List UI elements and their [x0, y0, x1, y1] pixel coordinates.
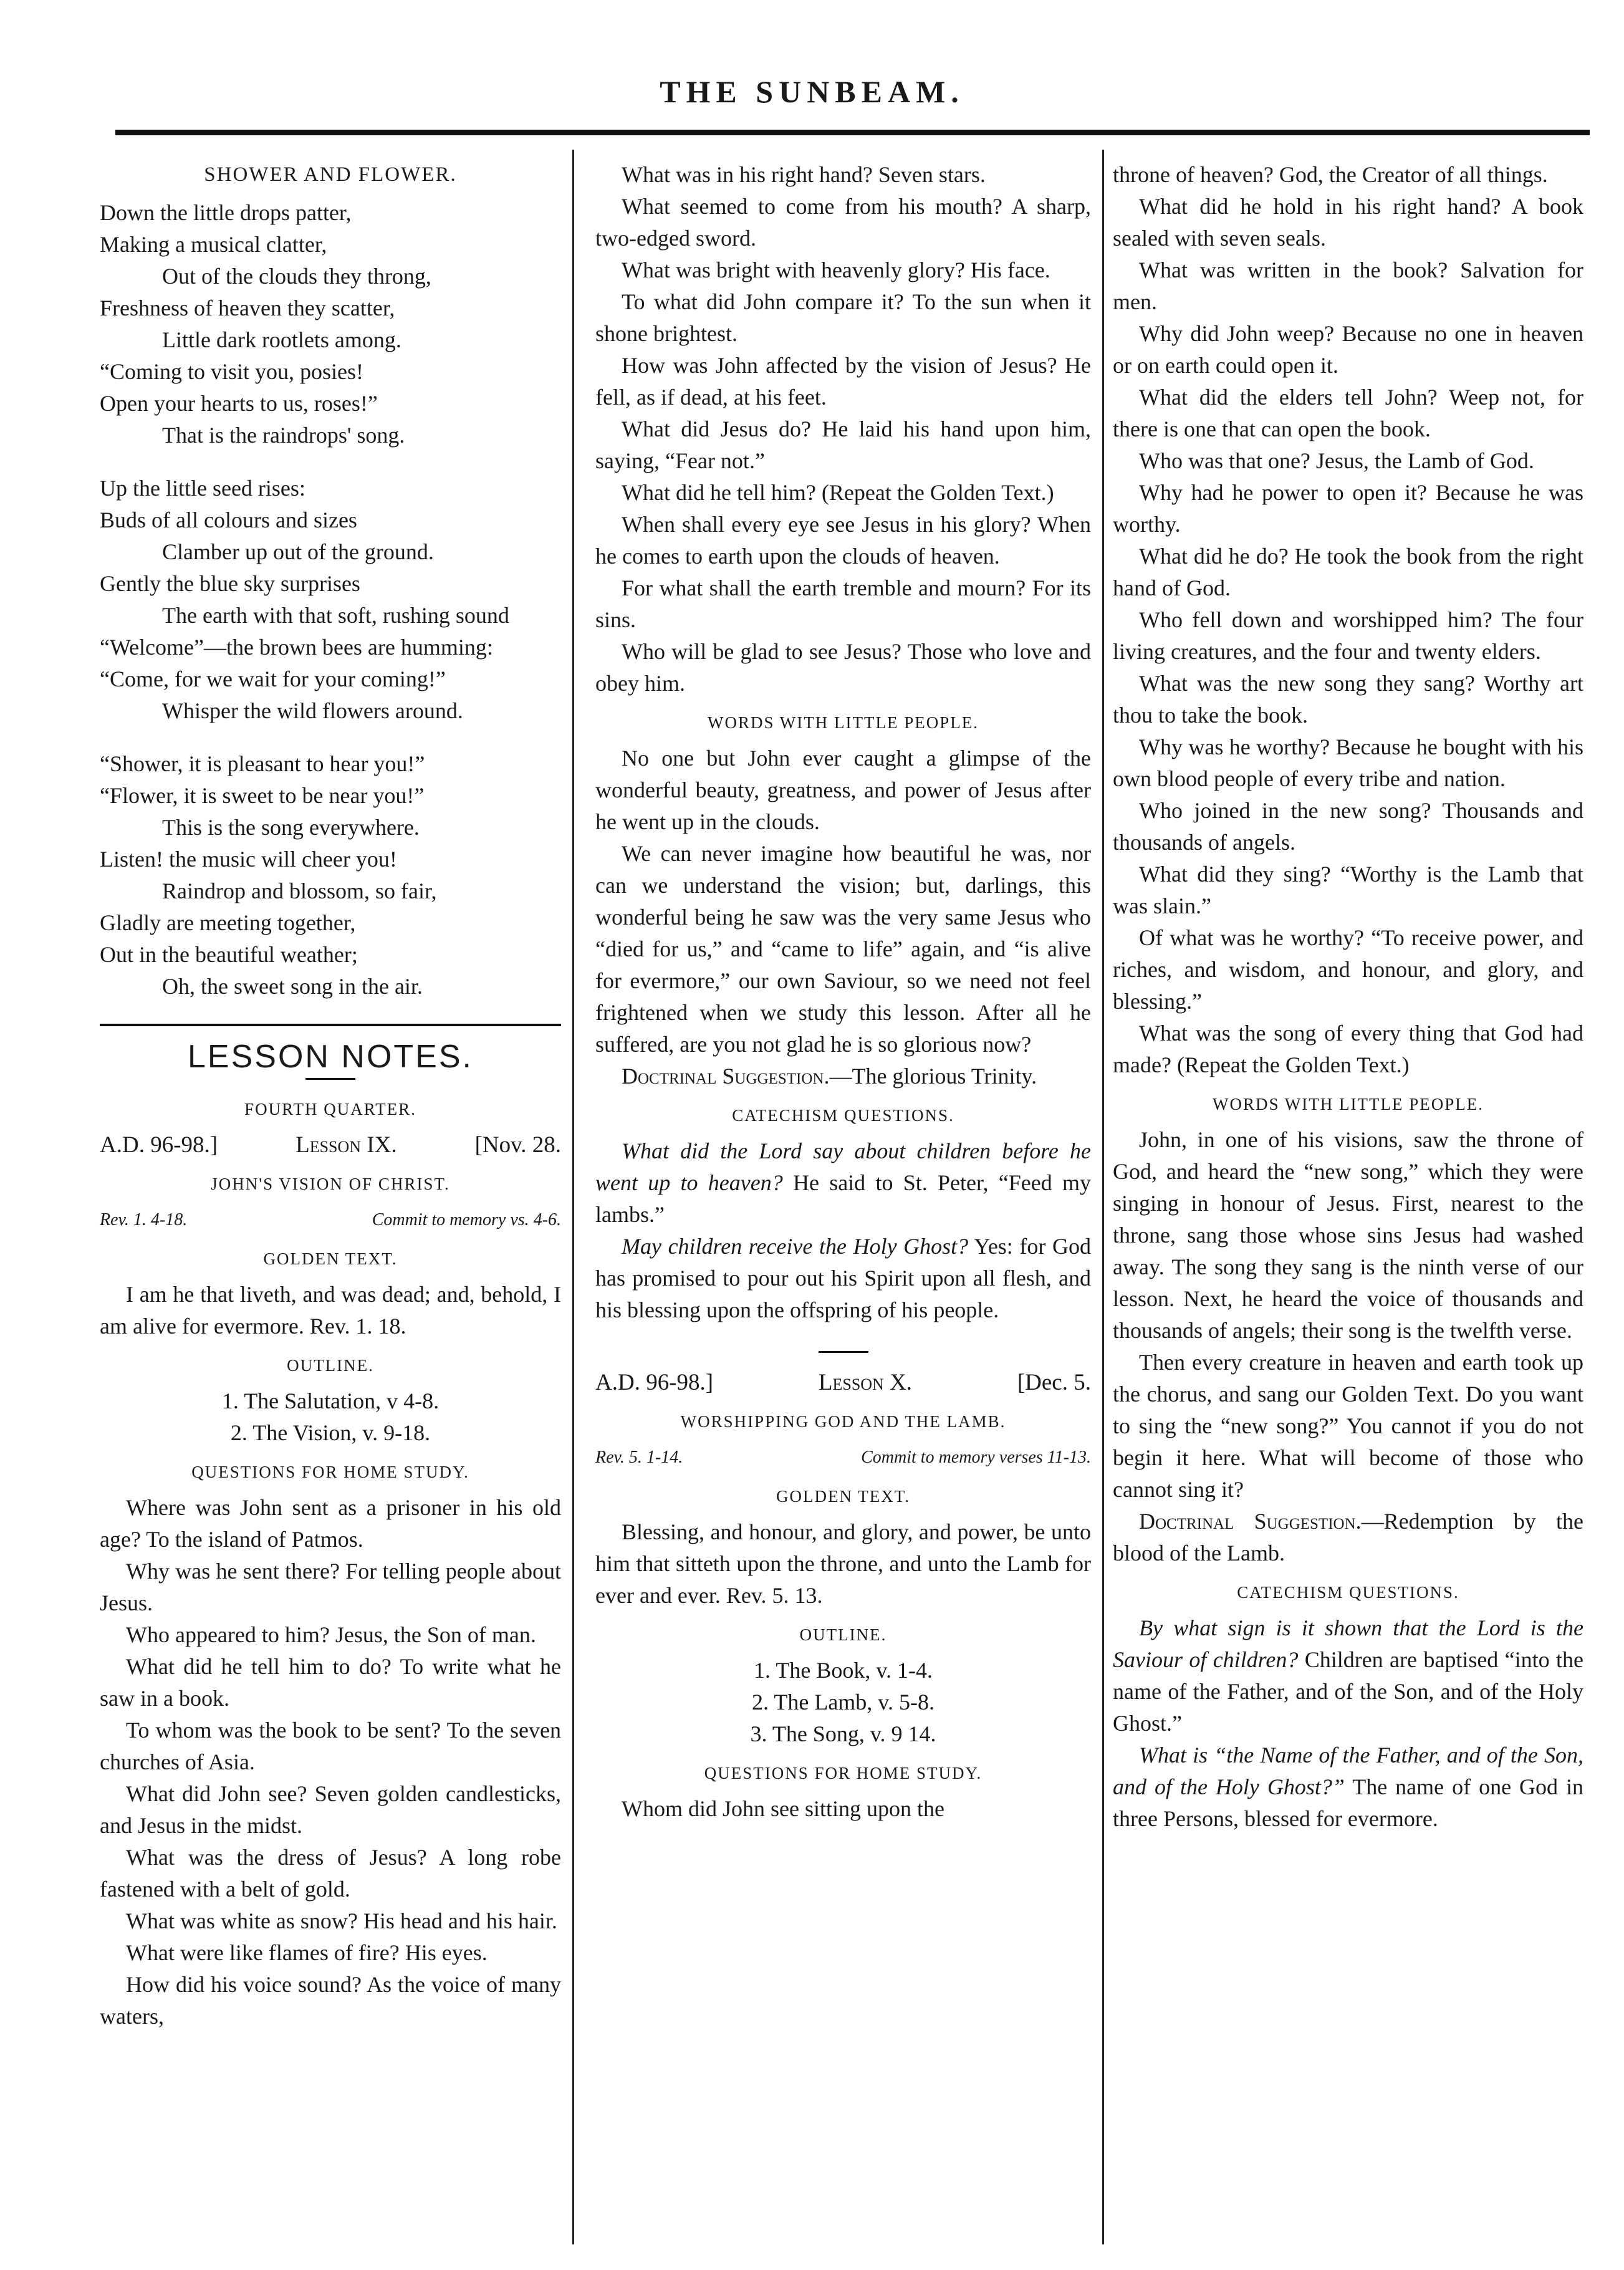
top-rule: [115, 130, 1590, 135]
poem-line: Down the little drops patter,: [100, 200, 352, 225]
catechism-question: By what sign is it shown that the Lord is the Saviour of children?: [1113, 1615, 1583, 1672]
catechism-item: [595, 1135, 1091, 1231]
lesson-10-line: [595, 1367, 1091, 1398]
catechism-question: What did the Lord say about children before he went up to heaven?: [595, 1138, 1091, 1195]
poem-line: Out of the clouds they throng,: [162, 264, 431, 289]
words-paragraph: Then every creature in heaven and earth took up the chorus, and sang our Golden Text. Do you want to sing the “new song?” You cannot if you do not begin it here. What will become of those who cannot sing it?: [1113, 1350, 1583, 1502]
question-item: To whom was the book to be sent? To the seven churches of Asia.: [100, 1718, 561, 1774]
scripture-ref: Rev. 5. 1-14.: [595, 1448, 683, 1467]
poem-title: SHOWER AND FLOWER.: [204, 163, 457, 186]
doctrinal-suggestion: [595, 1060, 1091, 1092]
outline-label: OUTLINE.: [287, 1356, 374, 1375]
question-item: How was John affected by the vision of Jesus? He fell, as if dead, at his feet.: [595, 353, 1091, 410]
question-item: What was written in the book? Salvation for men.: [1113, 257, 1583, 314]
question-item: What did John see? Seven golden candlesticks, and Jesus in the midst.: [100, 1781, 561, 1838]
poem-stanza: [100, 197, 561, 451]
poem-line: “Shower, it is pleasant to hear you!”: [100, 751, 425, 776]
doctrinal-text: —Redemption by the blood of the Lamb.: [1113, 1509, 1583, 1565]
poem-line: The earth with that soft, rushing sound: [162, 603, 509, 628]
question-item: Why was he worthy? Because he bought with his own blood people of every tribe and nation.: [1113, 734, 1583, 791]
question-item: What seemed to come from his mouth? A sharp, two-edged sword.: [595, 194, 1091, 251]
question-item: Why had he power to open it? Because he was worthy.: [1113, 480, 1583, 537]
question-item: Why did John weep? Because no one in heaven or on earth could open it.: [1113, 321, 1583, 378]
short-rule: [305, 1078, 355, 1080]
outline-item: 1. The Book, v. 1-4.: [754, 1658, 933, 1683]
question-item: How did his voice sound? As the voice of many waters,: [100, 1972, 561, 2029]
doctrinal-suggestion: [1113, 1506, 1583, 1569]
question-item: Who appeared to him? Jesus, the Son of man.: [126, 1622, 536, 1647]
scripture-ref-line: [595, 1441, 1091, 1473]
words-paragraph: John, in one of his visions, saw the throne of God, and heard the “new song,” which they were singing in honour of Jesus. First, nearest to the throne, sang those whose sins Jesus had washed away. The song they sang is the ninth verse of our lesson. Next, he heard the voice of thousands and thousands of angels; their song is the twelfth verse.: [1113, 1127, 1583, 1343]
column-divider: [572, 150, 574, 2244]
catechism-answer: Children are baptised “into the name of the Father, and of the Son, and of the Holy Ghost.”: [1113, 1647, 1583, 1736]
question-item: Who will be glad to see Jesus? Those who love and obey him.: [595, 639, 1091, 696]
catechism-question: What is “the Name of the Father, and of the Son, and of the Holy Ghost?”: [1113, 1743, 1583, 1799]
column-divider: [1102, 150, 1104, 2244]
poem-line: “Coming to visit you, posies!: [100, 359, 363, 384]
lesson-number: Lesson IX.: [295, 1132, 397, 1158]
poem-line: Clamber up out of the ground.: [162, 539, 434, 564]
question-item: What was the song of every thing that God had made? (Repeat the Golden Text.): [1113, 1021, 1583, 1077]
catechism-answer: The name of one God in three Persons, blessed for evermore.: [1113, 1774, 1584, 1831]
lesson-number: Lesson X.: [818, 1370, 913, 1395]
poem-line: Listen! the music will cheer you!: [100, 847, 397, 872]
lesson-notes-heading: LESSON NOTES.: [188, 1039, 473, 1075]
question-item: What were like flames of fire? His eyes.: [126, 1940, 488, 1965]
doctrinal-label: Doctrinal Suggestion.: [1139, 1509, 1362, 1534]
lesson-title: WORSHIPPING GOD AND THE LAMB.: [680, 1412, 1006, 1431]
outline-label: OUTLINE.: [799, 1625, 887, 1644]
poem-line: Gently the blue sky surprises: [100, 571, 360, 596]
golden-text-label: GOLDEN TEXT.: [263, 1249, 398, 1268]
column-3: [1113, 159, 1583, 1835]
poem-line: Whisper the wild flowers around.: [162, 698, 463, 723]
commit-note: Commit to memory vs. 4-6.: [372, 1210, 561, 1229]
poem-body: [100, 197, 561, 1003]
short-rule: [819, 1351, 868, 1353]
catechism-answer: He said to St. Peter, “Feed my lambs.”: [595, 1170, 1091, 1227]
poem-line: Freshness of heaven they scatter,: [100, 296, 395, 320]
question-item: Of what was he worthy? “To receive power, and riches, and wisdom, and honour, and glory, and blessing.”: [1113, 925, 1583, 1014]
poem-line: Little dark rootlets among.: [162, 327, 401, 352]
poem-line: Gladly are meeting together,: [100, 910, 356, 935]
poem-stanza: [100, 748, 561, 1003]
question-item: Who fell down and worshipped him? The four living creatures, and the four and twenty elders.: [1113, 607, 1583, 664]
question-item: To what did John compare it? To the sun when it shone brightest.: [595, 289, 1091, 346]
scripture-ref-line: [100, 1204, 561, 1236]
words-paragraph: We can never imagine how beautiful he was, nor can we understand the vision; but, darlings, this wonderful being he saw was the very same Jesus who “died for us,” and “came to life” again, and “is alive for evermore,” our own Saviour, so we need not feel frightened when we study this lesson. After all he suffered, are you not glad he is so glorious now?: [595, 841, 1091, 1057]
poem-line: Making a musical clatter,: [100, 232, 327, 257]
poem-line: “Come, for we wait for your coming!”: [100, 666, 446, 691]
question-item: Whom did John see sitting upon the: [622, 1796, 944, 1821]
question-item: Who joined in the new song? Thousands and thousands of angels.: [1113, 798, 1583, 855]
doctrinal-label: Doctrinal Suggestion.: [622, 1064, 830, 1089]
question-item: What did the elders tell John? Weep not, for there is one that can open the book.: [1113, 385, 1583, 441]
question-item: What was the dress of Jesus? A long robe fastened with a belt of gold.: [100, 1845, 561, 1902]
masthead-title: THE SUNBEAM.: [660, 74, 964, 109]
column-2: [595, 159, 1091, 1825]
words-label: WORDS WITH LITTLE PEOPLE.: [1213, 1095, 1484, 1113]
golden-text: Blessing, and honour, and glory, and power, be unto him that sitteth upon the throne, and unto the Lamb for ever and ever. Rev. 5. 13.: [595, 1519, 1091, 1608]
lesson-years: A.D. 96-98.]: [100, 1132, 218, 1158]
catechism-answer: Yes: for God has promised to pour out his Spirit upon all flesh, and his blessing upon the offspring of his people.: [595, 1234, 1091, 1322]
poem-line: Oh, the sweet song in the air.: [162, 974, 423, 999]
poem-line: Open your hearts to us, roses!”: [100, 391, 378, 416]
poem-line: Out in the beautiful weather;: [100, 942, 358, 967]
poem-line: “Welcome”—the brown bees are humming:: [100, 635, 493, 660]
lesson-date: [Nov. 28.: [474, 1132, 561, 1158]
lesson-date: [Dec. 5.: [1017, 1370, 1091, 1395]
catechism-question: May children receive the Holy Ghost?: [622, 1234, 969, 1259]
poem-line: Up the little seed rises:: [100, 476, 305, 501]
question-item: What was bright with heavenly glory? His face.: [622, 257, 1050, 282]
quarter-heading: FOURTH QUARTER.: [244, 1100, 416, 1118]
questions-label: QUESTIONS FOR HOME STUDY.: [191, 1463, 469, 1481]
golden-text: I am he that liveth, and was dead; and, behold, I am alive for evermore. Rev. 1. 18.: [100, 1282, 561, 1339]
question-item: What did they sing? “Worthy is the Lamb that was slain.”: [1113, 862, 1583, 918]
question-item: What did he tell him? (Repeat the Golden Text.): [622, 480, 1054, 505]
catechism-item: [1113, 1612, 1583, 1739]
poem-line: Buds of all colours and sizes: [100, 507, 357, 532]
questions-label: QUESTIONS FOR HOME STUDY.: [704, 1764, 983, 1782]
golden-text-label: GOLDEN TEXT.: [776, 1487, 910, 1506]
commit-note: Commit to memory verses 11-13.: [861, 1448, 1091, 1467]
question-item: Where was John sent as a prisoner in his old age? To the island of Patmos.: [100, 1495, 561, 1552]
outline-item: 3. The Song, v. 9 14.: [750, 1721, 936, 1746]
doctrinal-text: —The glorious Trinity.: [829, 1064, 1037, 1089]
question-item: Why was he sent there? For telling people about Jesus.: [100, 1559, 561, 1615]
catechism-label: CATECHISM QUESTIONS.: [1237, 1583, 1459, 1602]
section-rule: [100, 1024, 561, 1026]
words-paragraph: No one but John ever caught a glimpse of the wonderful beauty, greatness, and power of Jesus after he went up in the clouds.: [595, 746, 1091, 834]
poem-line: “Flower, it is sweet to be near you!”: [100, 783, 425, 808]
lesson-9-line: [100, 1129, 561, 1161]
poem-line: Raindrop and blossom, so fair,: [162, 878, 437, 903]
catechism-item: [1113, 1739, 1583, 1835]
lesson-title: JOHN'S VISION OF CHRIST.: [211, 1175, 450, 1193]
poem-line: This is the song everywhere.: [162, 815, 420, 840]
question-item: What did he hold in his right hand? A book sealed with seven seals.: [1113, 194, 1583, 251]
outline-item: 2. The Vision, v. 9-18.: [230, 1420, 431, 1445]
scripture-ref: Rev. 1. 4-18.: [100, 1210, 188, 1229]
question-item: For what shall the earth tremble and mourn? For its sins.: [595, 575, 1091, 632]
question-item: Who was that one? Jesus, the Lamb of God.: [1139, 448, 1534, 473]
catechism-label: CATECHISM QUESTIONS.: [732, 1106, 954, 1125]
question-item: What did he tell him to do? To write what he saw in a book.: [100, 1654, 561, 1711]
outline-item: 1. The Salutation, v 4-8.: [221, 1388, 440, 1413]
question-item: What was the new song they sang? Worthy art thou to take the book.: [1113, 671, 1583, 728]
lesson-years: A.D. 96-98.]: [595, 1370, 714, 1395]
question-item: What was in his right hand? Seven stars.: [622, 162, 986, 187]
outline-item: 2. The Lamb, v. 5-8.: [752, 1690, 935, 1715]
question-item: What did Jesus do? He laid his hand upon him, saying, “Fear not.”: [595, 416, 1091, 473]
question-item: What was white as snow? His head and his hair.: [126, 1908, 557, 1933]
catechism-item: [595, 1231, 1091, 1326]
poem-line: That is the raindrops' song.: [162, 423, 405, 448]
poem-stanza: [100, 473, 561, 727]
words-label: WORDS WITH LITTLE PEOPLE.: [708, 713, 979, 732]
question-item: throne of heaven? God, the Creator of all things.: [1113, 162, 1548, 187]
column-1: [100, 159, 561, 2032]
question-item: When shall every eye see Jesus in his glory? When he comes to earth upon the clouds of heaven.: [595, 512, 1091, 569]
question-item: What did he do? He took the book from the right hand of God.: [1113, 544, 1583, 600]
